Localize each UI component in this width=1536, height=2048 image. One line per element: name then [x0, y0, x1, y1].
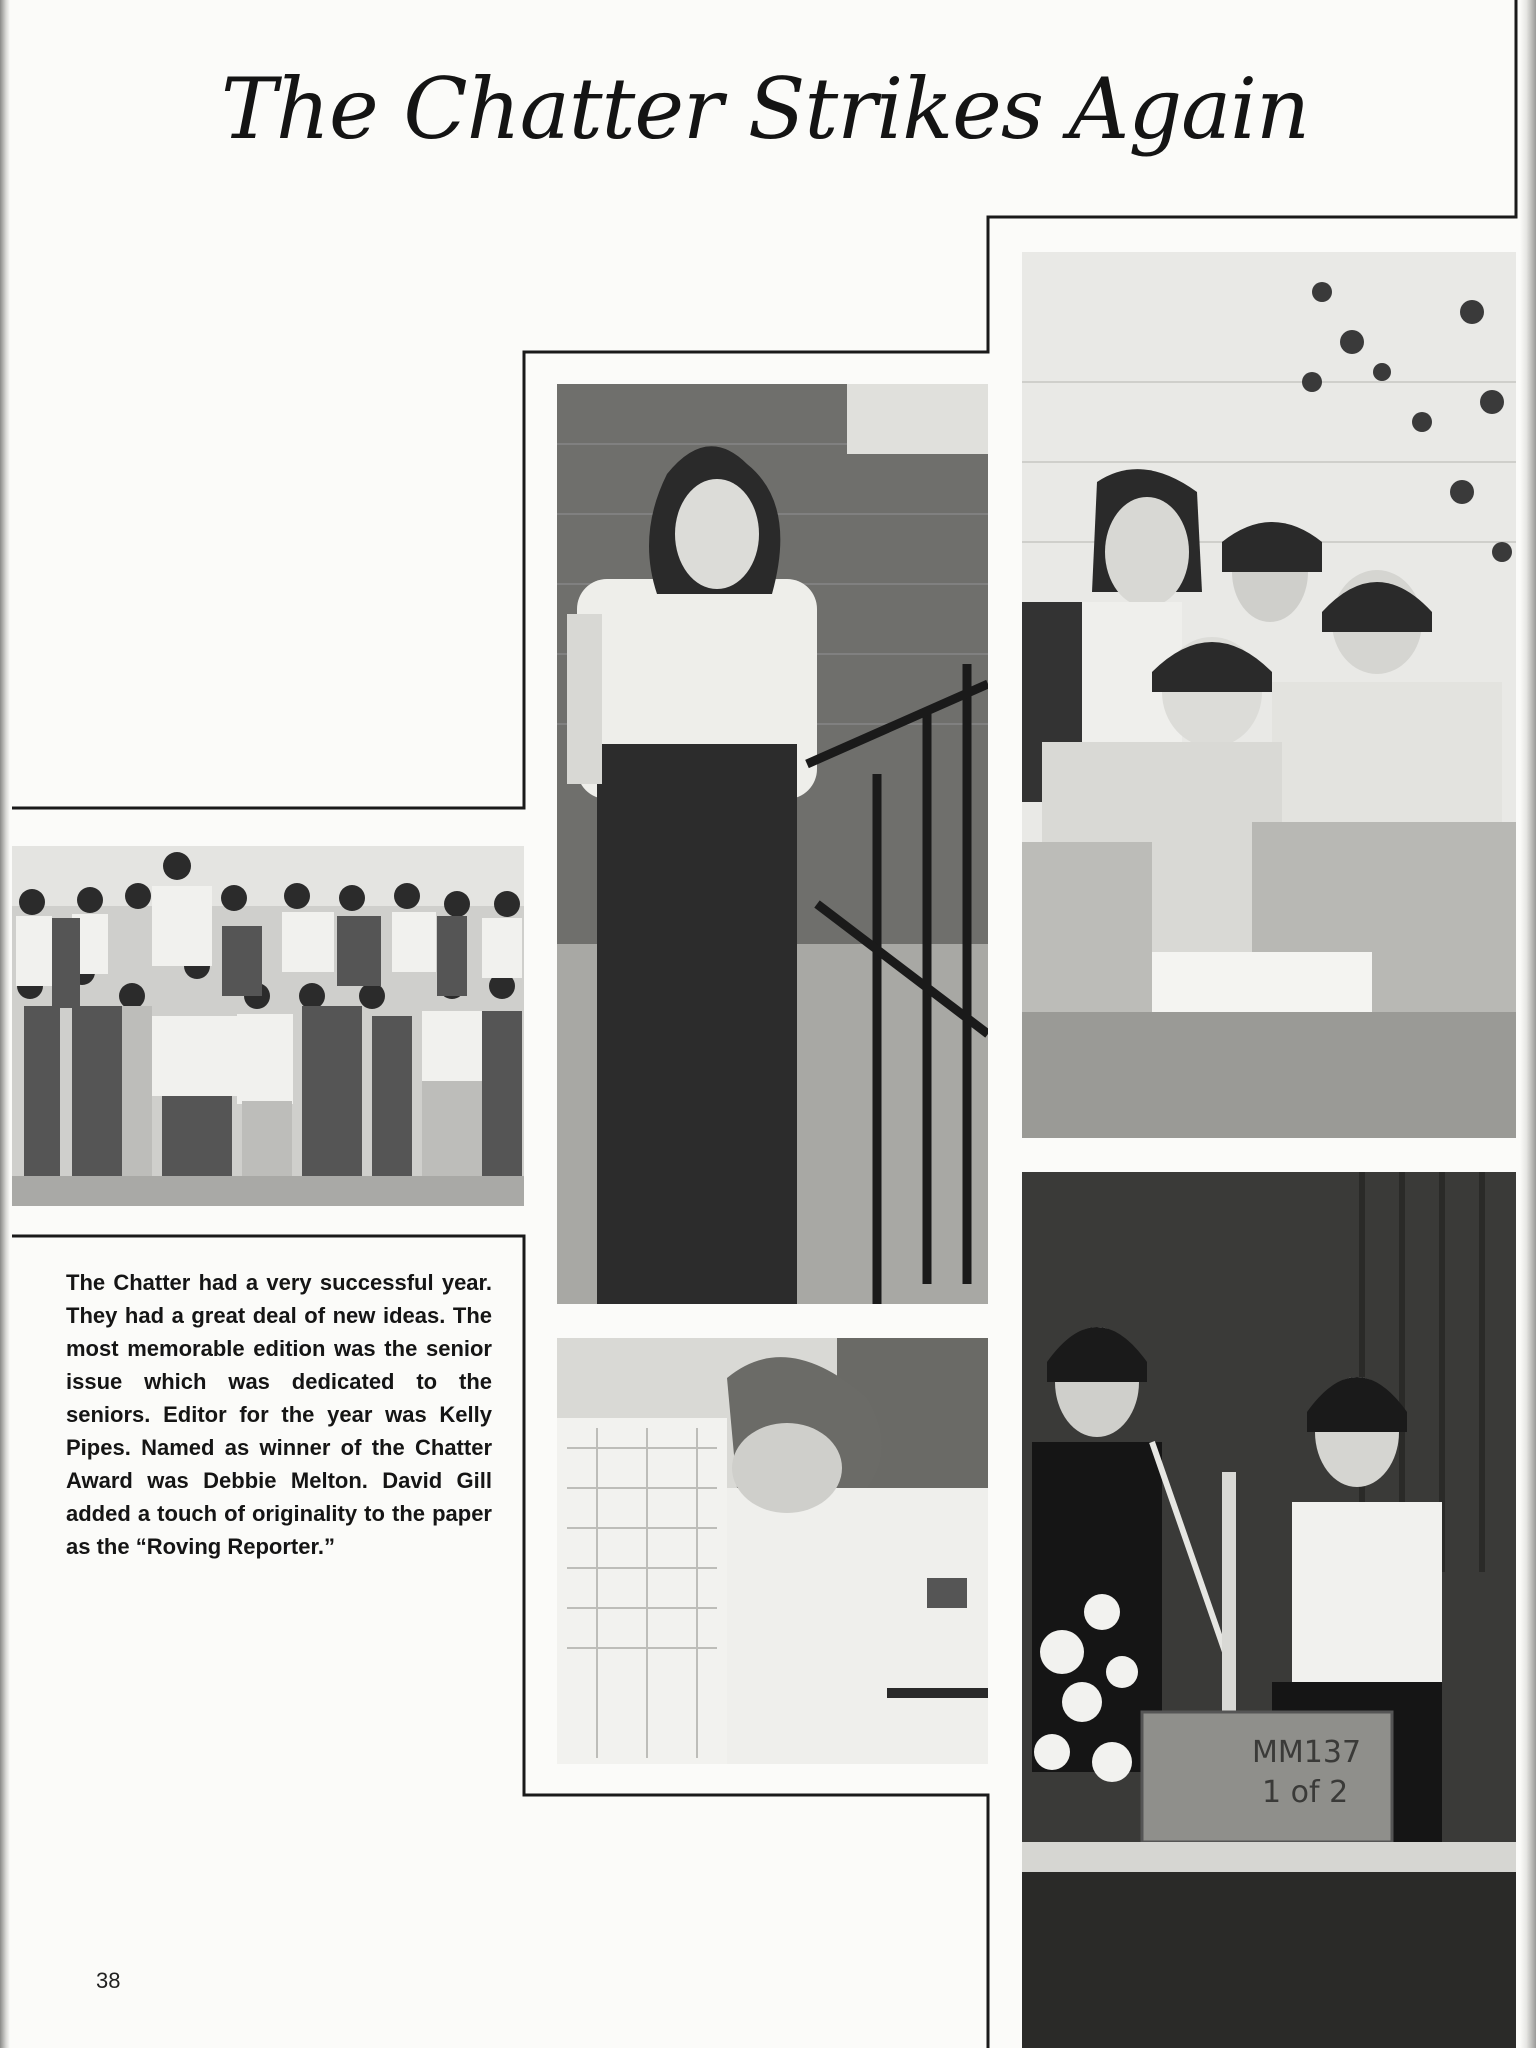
box-label-line-2: 1 of 2	[1262, 1775, 1349, 1810]
student-on-stairs-photo	[557, 384, 988, 1304]
story-caption: The Chatter had a very successful year. They had a great deal of new ideas. The most memorable edition was the senior issue which was dedicated to the seniors. Editor for the year was Kelly Pipes. Named as winner of the Chatter Award was Debbie Melton. David Gill added a touch of originality to the paper as the “Roving Reporter.”	[66, 1270, 492, 1559]
page-title: The Chatter Strikes Again	[220, 60, 1310, 158]
page-number: 38	[96, 1968, 121, 1993]
staff-group-photo	[12, 846, 524, 1206]
award-presentation-photo	[1022, 1172, 1516, 2048]
box-label-line-1: MM137	[1252, 1735, 1362, 1770]
layout-work-photo	[557, 1338, 988, 1764]
staff-at-desks-photo	[1022, 252, 1516, 1138]
